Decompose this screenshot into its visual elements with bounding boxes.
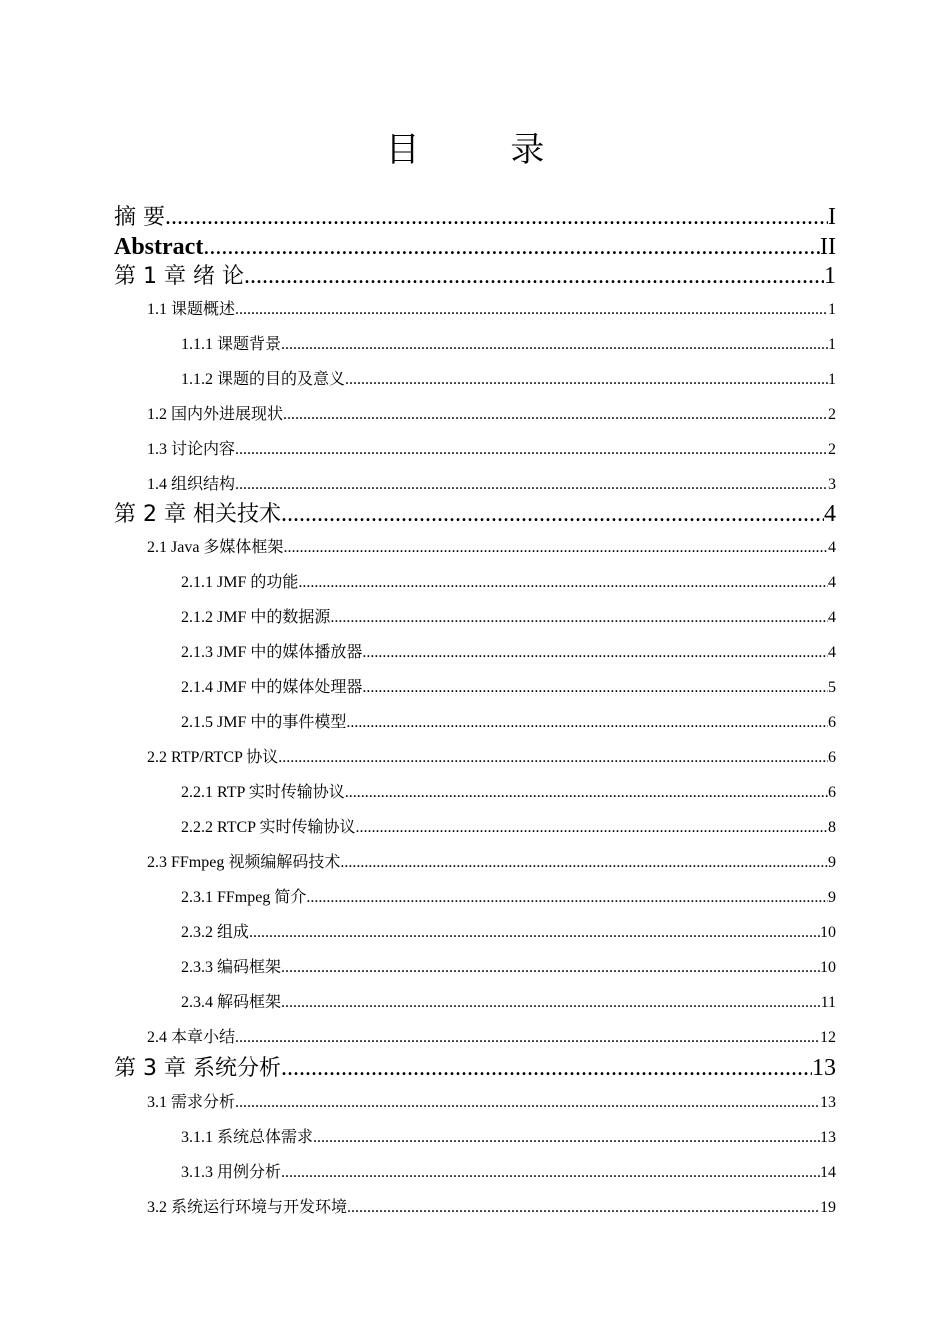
toc-page-number: 5 (828, 679, 836, 696)
toc-section-entry[interactable] (147, 747, 836, 769)
toc-page-number: 6 (828, 714, 836, 731)
toc-entry-label: 2.3.3 编码框架 (181, 959, 282, 976)
toc-chapter-entry[interactable] (114, 232, 836, 262)
toc-entry-label: 3.1.3 用例分析 (181, 1164, 282, 1181)
toc-page-number: 3 (828, 476, 836, 493)
toc-subsection-entry[interactable] (181, 677, 836, 699)
toc-leader-dots (235, 474, 828, 496)
toc-section-entry[interactable] (147, 1027, 836, 1049)
toc-entry-label: 2.1.2 JMF 中的数据源 (181, 609, 331, 626)
toc-entry-label: 2.1 Java 多媒体框架 (147, 539, 284, 556)
toc-page-number: 1 (828, 371, 836, 388)
toc-entry-label: 2.2.2 RTCP 实时传输协议 (181, 819, 356, 836)
toc-entry-label: 第 1 章 绪 论 (114, 264, 244, 289)
toc-page-number: 1 (824, 263, 836, 289)
toc-leader-dots (281, 1162, 820, 1184)
toc-subsection-entry[interactable] (181, 922, 836, 944)
toc-leader-dots (313, 1127, 820, 1149)
toc-page-number: 13 (812, 1055, 836, 1081)
toc-page-number: 2 (828, 406, 836, 423)
toc-page-number: 10 (820, 924, 836, 941)
toc-page-number: 8 (828, 819, 836, 836)
toc-page-number: 1 (828, 336, 836, 353)
toc-entry-label: 3.1.1 系统总体需求 (181, 1129, 314, 1146)
toc-page-number: 4 (828, 574, 836, 591)
toc-section-entry[interactable] (147, 474, 836, 496)
toc-page-number: 4 (828, 539, 836, 556)
toc-page-number: 6 (828, 784, 836, 801)
toc-page-number: II (820, 234, 836, 260)
toc-entry-label: 2.2 RTP/RTCP 协议 (147, 749, 279, 766)
toc-leader-dots (345, 782, 828, 804)
toc-leader-dots (249, 922, 820, 944)
toc-leader-dots (355, 817, 828, 839)
toc-page-number: 4 (824, 501, 836, 527)
toc-entry-label: 第 2 章 相关技术 (114, 502, 281, 527)
toc-entry-label: 3.2 系统运行环境与开发环境 (147, 1199, 348, 1216)
toc-entry-label: 3.1 需求分析 (147, 1094, 236, 1111)
toc-entry-label: Abstract (114, 234, 204, 260)
toc-leader-dots (278, 747, 828, 769)
toc-entry-label: 1.2 国内外进展现状 (147, 406, 284, 423)
toc-section-entry[interactable] (147, 1197, 836, 1219)
toc-page-number: 19 (820, 1199, 836, 1216)
toc-page-number: 4 (828, 644, 836, 661)
toc-leader-dots (244, 261, 824, 291)
toc-leader-dots (281, 957, 820, 979)
toc-page-number: 12 (820, 1029, 836, 1046)
toc-entry-label: 2.4 本章小结 (147, 1029, 236, 1046)
toc-subsection-entry[interactable] (181, 712, 836, 734)
toc-entry-label: 1.1.1 课题背景 (181, 336, 282, 353)
toc-leader-dots (298, 572, 828, 594)
toc-section-entry[interactable] (147, 1092, 836, 1114)
toc-entry-label: 摘 要 (114, 205, 165, 230)
toc-entry-label: 2.1.5 JMF 中的事件模型 (181, 714, 347, 731)
toc-page-number: 10 (820, 959, 836, 976)
toc-section-entry[interactable] (147, 299, 836, 321)
toc-entry-label: 第 3 章 系统分析 (114, 1056, 281, 1081)
toc-leader-dots (235, 299, 828, 321)
toc-entry-label: 1.1 课题概述 (147, 301, 236, 318)
toc-leader-dots (235, 1027, 820, 1049)
toc-leader-dots (346, 712, 828, 734)
toc-leader-dots (345, 369, 828, 391)
toc-page-number: 9 (828, 854, 836, 871)
toc-leader-dots (347, 1197, 820, 1219)
toc-leader-dots (203, 232, 820, 262)
toc-page-number: 9 (828, 889, 836, 906)
toc-subsection-entry[interactable] (181, 572, 836, 594)
toc-leader-dots (165, 202, 828, 232)
toc-subsection-entry[interactable] (181, 957, 836, 979)
toc-page-number: 4 (828, 609, 836, 626)
toc-section-entry[interactable] (147, 439, 836, 461)
toc-entry-label: 2.1.4 JMF 中的媒体处理器 (181, 679, 363, 696)
toc-leader-dots (340, 852, 828, 874)
toc-subsection-entry[interactable] (181, 1127, 836, 1149)
toc-entry-label: 1.1.2 课题的目的及意义 (181, 371, 346, 388)
toc-leader-dots (330, 607, 828, 629)
toc-subsection-entry[interactable] (181, 369, 836, 391)
toc-entry-label: 2.1.3 JMF 中的媒体播放器 (181, 644, 363, 661)
toc-section-entry[interactable] (147, 537, 836, 559)
toc-subsection-entry[interactable] (181, 334, 836, 356)
toc-entry-label: 1.4 组织结构 (147, 476, 236, 493)
toc-leader-dots (283, 404, 828, 426)
toc-leader-dots (362, 642, 828, 664)
toc-leader-dots (281, 1053, 812, 1083)
toc-page-number: 11 (820, 994, 836, 1011)
toc-subsection-entry[interactable] (181, 817, 836, 839)
toc-leader-dots (235, 439, 828, 461)
toc-subsection-entry[interactable] (181, 992, 836, 1014)
toc-section-entry[interactable] (147, 404, 836, 426)
toc-leader-dots (235, 1092, 820, 1114)
toc-page-number: 14 (820, 1164, 836, 1181)
toc-page-number: I (828, 204, 836, 230)
toc-leader-dots (281, 334, 828, 356)
toc-section-entry[interactable] (147, 852, 836, 874)
toc-leader-dots (306, 887, 828, 909)
toc-entry-label: 2.3 FFmpeg 视频编解码技术 (147, 854, 341, 871)
toc-leader-dots (281, 499, 824, 529)
toc-entry-label: 2.3.1 FFmpeg 简介 (181, 889, 307, 906)
toc-subsection-entry[interactable] (181, 1162, 836, 1184)
toc-page-number: 2 (828, 441, 836, 458)
toc-leader-dots (281, 992, 821, 1014)
toc-subsection-entry[interactable] (181, 887, 836, 909)
toc-subsection-entry[interactable] (181, 607, 836, 629)
toc-entry-label: 2.2.1 RTP 实时传输协议 (181, 784, 345, 801)
toc-leader-dots (362, 677, 828, 699)
toc-page-number: 13 (820, 1094, 836, 1111)
toc-entry-label: 2.3.4 解码框架 (181, 994, 282, 1011)
toc-leader-dots (283, 537, 828, 559)
toc-page-number: 1 (828, 301, 836, 318)
toc-title: 目 录 (385, 130, 585, 170)
toc-chapter-entry[interactable] (114, 499, 836, 529)
toc-chapter-entry[interactable] (114, 202, 836, 232)
toc-chapter-entry[interactable] (114, 261, 836, 291)
toc-chapter-entry[interactable] (114, 1053, 836, 1083)
toc-entry-label: 2.3.2 组成 (181, 924, 250, 941)
toc-subsection-entry[interactable] (181, 782, 836, 804)
toc-entry-label: 2.1.1 JMF 的功能 (181, 574, 299, 591)
toc-page-number: 6 (828, 749, 836, 766)
toc-page-number: 13 (820, 1129, 836, 1146)
toc-subsection-entry[interactable] (181, 642, 836, 664)
toc-entry-label: 1.3 讨论内容 (147, 441, 236, 458)
